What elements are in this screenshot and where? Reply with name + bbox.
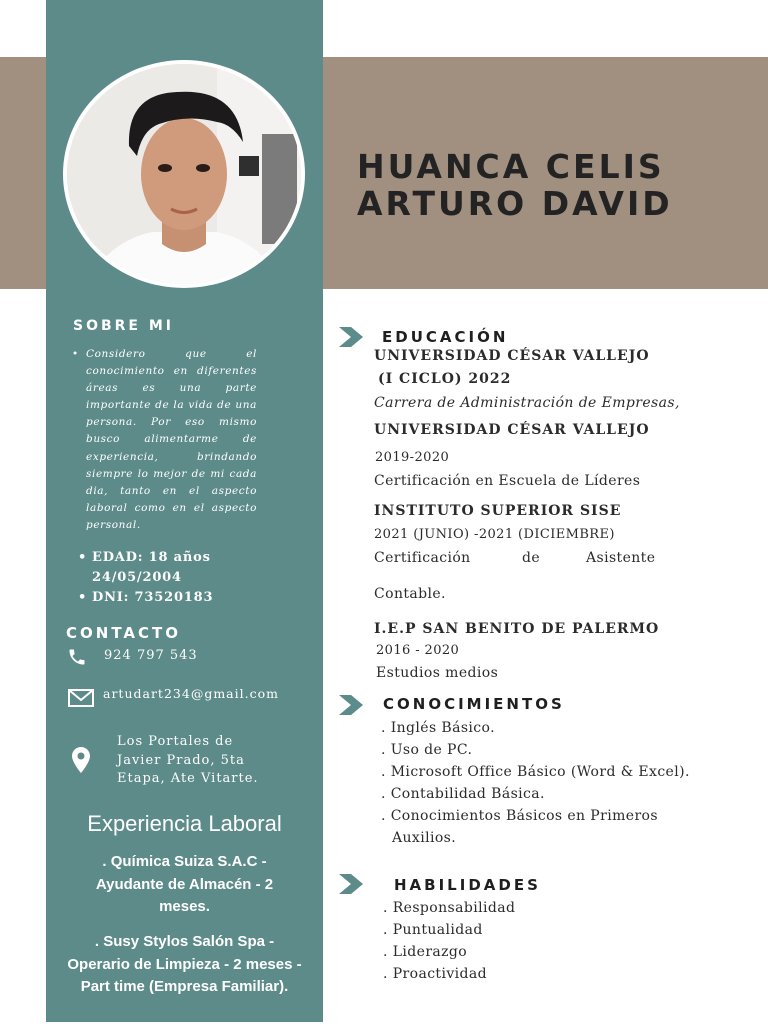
education-3-description-word-2: de [522, 550, 541, 566]
knowledge-item: . Uso de PC. [381, 742, 473, 758]
address-line-2: Javier Prado, 5ta [117, 752, 245, 768]
chevron-right-icon [339, 695, 365, 715]
education-2-years: 2019-2020 [375, 450, 450, 465]
contact-heading: CONTACTO [66, 624, 181, 642]
education-2-description: Certificación en Escuela de Líderes [374, 473, 641, 489]
knowledge-item: . Conocimientos Básicos en Primeros [381, 808, 658, 824]
knowledge-item: . Microsoft Office Básico (Word & Excel). [381, 764, 690, 780]
experience-item-2-line-3: Part time (Empresa Familiar). [80, 978, 289, 995]
chevron-right-icon [339, 874, 365, 894]
education-3-school: INSTITUTO SUPERIOR SISE [374, 503, 622, 519]
education-3-description-line-2: Contable. [374, 586, 446, 602]
address-text [117, 733, 259, 789]
skill-item: . Responsabilidad [383, 900, 516, 916]
experience-heading: Experiencia Laboral [87, 811, 282, 836]
phone-number: 924 797 543 [104, 648, 198, 663]
experience-item-1 [52, 851, 317, 919]
mail-icon [68, 689, 94, 707]
name-line-1: HUANCA CELIS [357, 147, 665, 186]
education-4-description: Estudios medios [376, 665, 499, 681]
phone-icon [66, 647, 88, 667]
location-pin-icon [72, 747, 90, 773]
chevron-right-icon [339, 327, 365, 347]
education-heading: EDUCACIÓN [382, 328, 509, 346]
education-3-description-word-3: Asistente [586, 550, 656, 566]
knowledge-item: . Inglés Básico. [381, 720, 495, 736]
experience-item-1-line-2: Ayudante de Almacén - 2 [95, 875, 274, 893]
about-list [72, 346, 257, 534]
education-4-school: I.E.P SAN BENITO DE PALERMO [374, 621, 660, 637]
address-line-1: Los Portales de [117, 734, 234, 749]
about-heading: SOBRE MI [73, 318, 175, 334]
age-item: • EDAD: 18 años [78, 548, 213, 568]
education-3-description-word-1: Certificación [374, 550, 471, 566]
skill-item: . Liderazgo [383, 944, 468, 960]
personal-facts [78, 548, 213, 608]
knowledge-item: . Contabilidad Básica. [381, 786, 545, 802]
knowledge-heading: CONOCIMIENTOS [383, 695, 565, 713]
experience-item-1-line-1: . Química Suiza S.A.C - [102, 853, 267, 870]
education-2-school: UNIVERSIDAD CÉSAR VALLEJO [374, 422, 650, 438]
knowledge-item-continuation: Auxilios. [392, 830, 457, 846]
name-line-2: ARTURO DAVID [357, 184, 673, 223]
experience-item-2 [52, 931, 317, 999]
experience-item-2-line-2: Operario de Limpieza - 2 meses - [67, 955, 302, 973]
education-4-years: 2016 - 2020 [376, 643, 460, 658]
skill-item: . Puntualidad [383, 922, 483, 938]
skill-item: . Proactividad [383, 966, 487, 982]
education-3-years: 2021 (JUNIO) -2021 (DICIEMBRE) [374, 527, 615, 542]
birthdate-item: 24/05/2004 [92, 570, 182, 585]
email-address: artudart234@gmail.com [103, 686, 279, 701]
profile-photo [63, 60, 305, 288]
experience-item-1-line-3: meses. [159, 898, 210, 915]
about-text: • Considero que el conocimiento en diferentes áreas es una parte importante de la vida de una persona. Por eso mismo busco alimentarme de experiencia, brindando siempre lo mejor de mi cada dia, tanto en el aspecto laboral como en el aspecto personal. [72, 346, 257, 534]
skills-heading: HABILIDADES [394, 876, 541, 894]
education-1-school: UNIVERSIDAD CÉSAR VALLEJO [374, 348, 650, 364]
full-name [357, 148, 673, 222]
address-line-3: Etapa, Ate Vitarte. [117, 771, 259, 786]
education-1-description: Carrera de Administración de Empresas, [374, 395, 680, 411]
dni-item: • DNI: 73520183 [78, 588, 213, 608]
education-1-cycle: (I CICLO) 2022 [378, 371, 512, 387]
experience-item-2-line-1: . Susy Stylos Salón Spa - [94, 933, 275, 950]
